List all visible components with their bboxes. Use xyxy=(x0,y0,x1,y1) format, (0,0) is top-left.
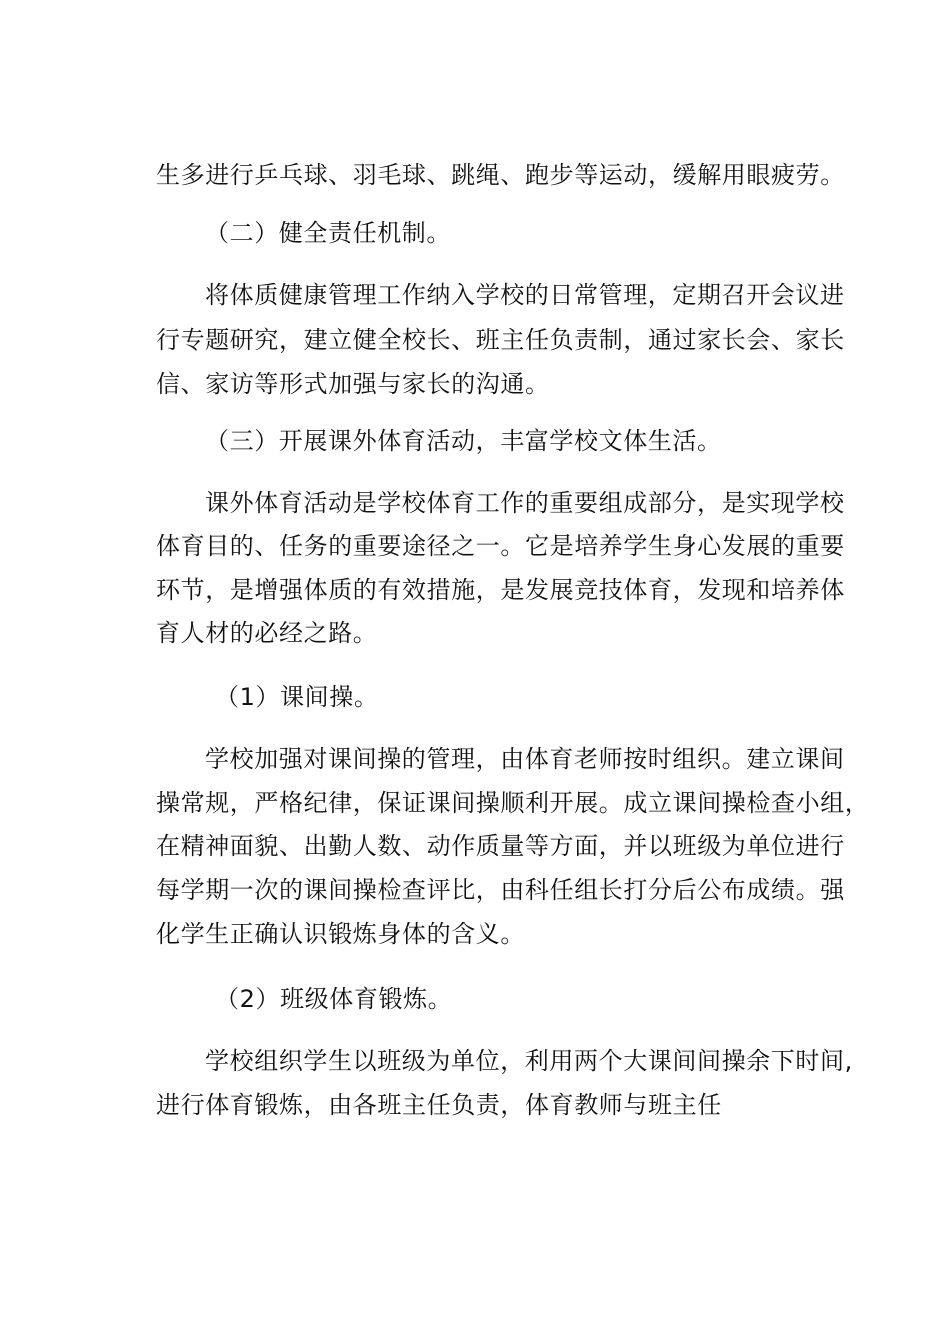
body-text-line: 环节，是增强体质的有效措施，是发展竞技体育，发现和培养体 xyxy=(156,576,845,604)
subsection-heading: （2）班级体育锻炼。 xyxy=(215,985,453,1013)
body-text-line: 体育目的、任务的重要途径之一。它是培养学生身心发展的重要 xyxy=(156,532,845,560)
paragraph-first-line: 学校加强对课间操的管理，由体育老师按时组织。建立课间 xyxy=(205,745,845,773)
paragraph-first-line: 学校组织学生以班级为单位，利用两个大课间间操余下时间, xyxy=(205,1047,853,1075)
section-heading: （三）开展课外体育活动，丰富学校文体生活。 xyxy=(205,427,722,455)
body-text-line: 操常规，严格纪律，保证课间操顺利开展。成立课间操检查小组， xyxy=(156,789,870,817)
paragraph-first-line: 将体质健康管理工作纳入学校的日常管理，定期召开会议进 xyxy=(205,281,845,309)
body-text-line: 在精神面貌、出勤人数、动作质量等方面，并以班级为单位进行 xyxy=(156,832,845,860)
body-text-line: 育人材的必经之路。 xyxy=(156,619,378,647)
body-text-line: 生多进行乒乓球、羽毛球、跳绳、跑步等运动，缓解用眼疲劳。 xyxy=(156,161,845,189)
body-text-line: 行专题研究，建立健全校长、班主任负责制，通过家长会、家长 xyxy=(156,326,845,354)
body-text-line: 化学生正确认识锻炼身体的含义。 xyxy=(156,920,525,948)
body-text-line: 信、家访等形式加强与家长的沟通。 xyxy=(156,370,550,398)
body-text-line: 每学期一次的课间操检查评比，由科任组长打分后公布成绩。强 xyxy=(156,876,845,904)
section-heading: （二）健全责任机制。 xyxy=(205,219,451,247)
body-text-line: 进行体育锻炼，由各班主任负责，体育教师与班主任 xyxy=(156,1091,722,1119)
subsection-heading: （1）课间操。 xyxy=(215,683,379,711)
paragraph-first-line: 课外体育活动是学校体育工作的重要组成部分，是实现学校 xyxy=(205,489,845,517)
